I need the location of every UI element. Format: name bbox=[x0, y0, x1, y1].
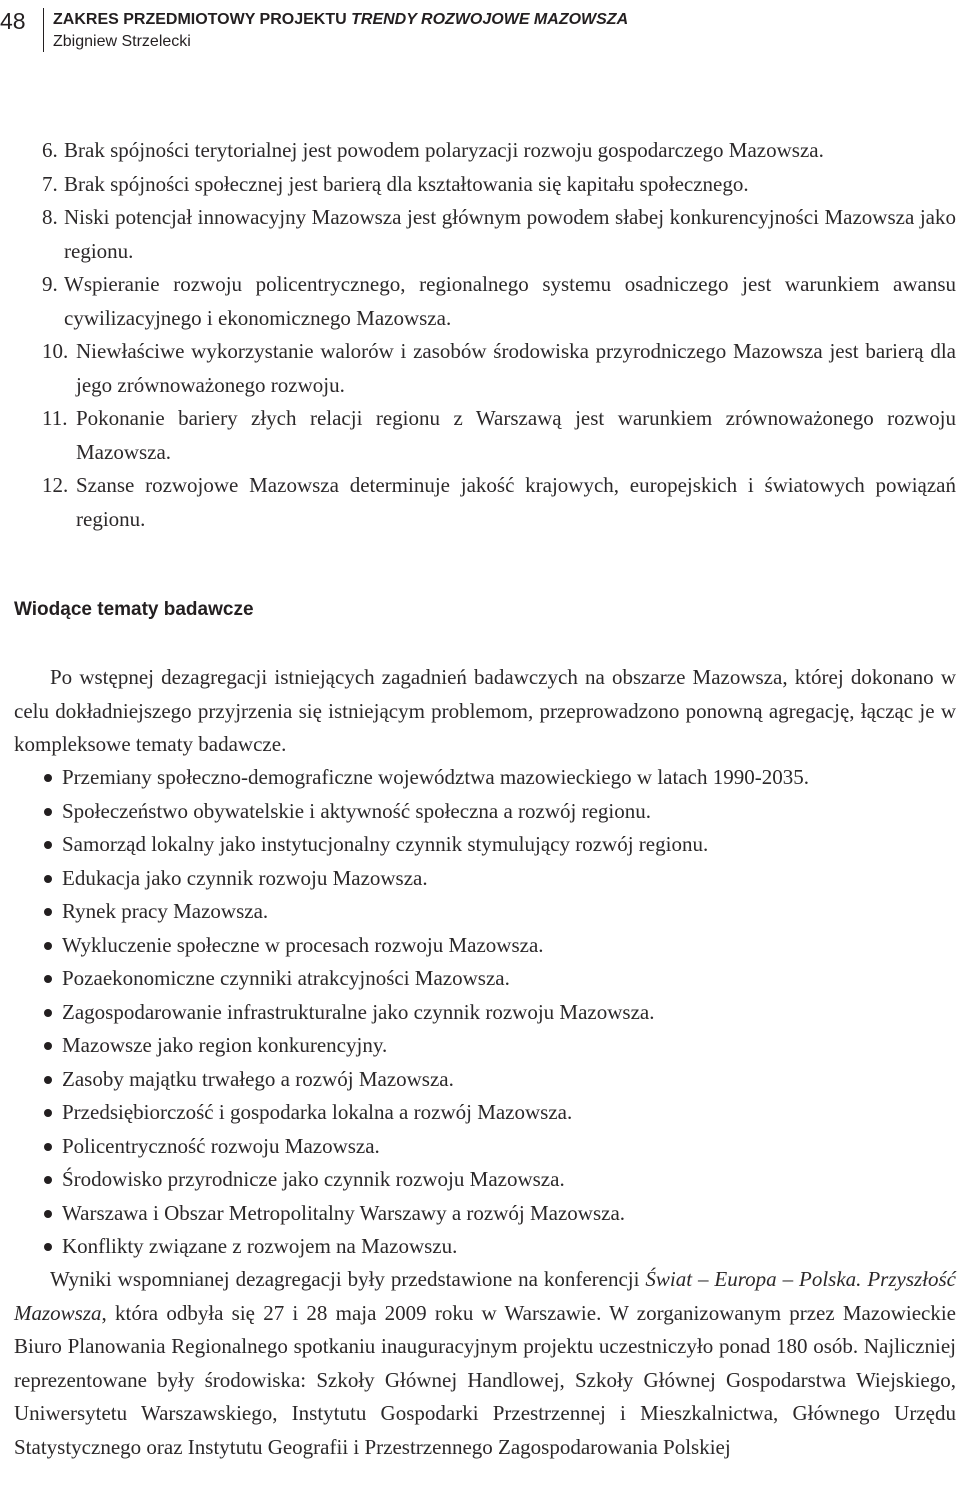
bullet-dot-icon bbox=[44, 1042, 52, 1050]
list-item bbox=[40, 795, 956, 829]
list-item-text: Przedsiębiorczość i gospodarka lokalna a rozwój Mazowsza. bbox=[62, 1100, 573, 1124]
bullet-dot-icon bbox=[44, 808, 52, 816]
list-item-text: Brak spójności terytorialnej jest powodem polaryzacji rozwoju gospodarczego Mazowsza. bbox=[64, 138, 824, 162]
list-item-number: 8. bbox=[42, 205, 58, 229]
list-item-text: Szanse rozwojowe Mazowsza determinuje jakość krajowych, europejskich i światowych powiązań regionu. bbox=[76, 473, 956, 531]
list-item-text: Wykluczenie społeczne w procesach rozwoju Mazowsza. bbox=[62, 932, 544, 957]
bullet-dot-icon bbox=[44, 1143, 52, 1151]
bullet-dot-icon bbox=[44, 942, 52, 950]
bullet-dot-icon bbox=[44, 1009, 52, 1017]
list-item-text: Pozaekonomiczne czynniki atrakcyjności Mazowsza. bbox=[62, 966, 510, 990]
list-item bbox=[40, 996, 956, 1030]
list-item-text: Niski potencjał innowacyjny Mazowsza jest głównym powodem słabej konkurencyjności Mazowsza jako regionu. bbox=[64, 205, 956, 263]
running-title-italic: TRENDY ROZWOJOWE MAZOWSZA bbox=[351, 11, 629, 28]
running-author: Zbigniew Strzelecki bbox=[53, 33, 191, 50]
closing-text-after: , która odbyła się 27 i 28 maja 2009 roku w Warszawie. W zorganizowanym przez Mazowieckie Biuro Planowania Regionalnego spotkaniu inauguracyjnym projektu uczestniczyło ponad 180 osób. Najliczniej reprezentowane były środowiska: Szkoły Głównej Handlowej, Szkoły Głównej Gospodarstwa Wiejskiego, Uniwersytetu Warszawskiego, Instytutu Gospodarki Przestrzennej i Mieszkalnictwa, Głównego Urzędu Statystycznego oraz Instytutu Geografii i Przestrzennego Zagospodarowania Polskiej bbox=[14, 1300, 956, 1459]
list-item-text: Przemiany społeczno-demograficzne województwa mazowieckiego w latach 1990-2035. bbox=[62, 765, 809, 789]
list-item-text: Warszawa i Obszar Metropolitalny Warszawy a rozwój Mazowsza. bbox=[62, 1200, 626, 1225]
list-item bbox=[42, 268, 956, 335]
bullet-dot-icon bbox=[44, 1210, 52, 1218]
closing-text-before: Wyniki wspomnianej dezagregacji były przedstawione na konferencji bbox=[50, 1267, 646, 1291]
list-item-text: Samorząd lokalny jako instytucjonalny czynnik stymulujący rozwój regionu. bbox=[62, 832, 709, 856]
list-item bbox=[42, 335, 956, 402]
list-item bbox=[40, 828, 956, 862]
list-item-text: Edukacja jako czynnik rozwoju Mazowsza. bbox=[62, 865, 428, 890]
page-number: 48 bbox=[0, 8, 26, 34]
numbered-theses-list bbox=[42, 134, 956, 536]
header-divider bbox=[43, 8, 44, 52]
section-heading: Wiodące tematy badawcze bbox=[14, 599, 254, 620]
running-title-prefix: ZAKRES PRZEDMIOTOWY PROJEKTU bbox=[53, 11, 352, 28]
list-item bbox=[40, 1063, 956, 1097]
running-title bbox=[53, 10, 628, 30]
bullet-dot-icon bbox=[44, 1076, 52, 1084]
research-topics-list bbox=[40, 761, 956, 1264]
list-item bbox=[40, 1230, 956, 1264]
list-item-text: Policentryczność rozwoju Mazowsza. bbox=[62, 1133, 380, 1158]
list-item-text: Społeczeństwo obywatelskie i aktywność społeczna a rozwój regionu. bbox=[62, 798, 651, 823]
list-item bbox=[40, 1096, 956, 1130]
running-header bbox=[0, 6, 960, 56]
bullet-dot-icon bbox=[44, 908, 52, 916]
list-item bbox=[42, 201, 956, 268]
conference-name: Świat – Europa – Polska. Przyszłość Mazowsza bbox=[14, 1267, 956, 1325]
bullet-dot-icon bbox=[44, 1176, 52, 1184]
list-item-number: 11. bbox=[42, 406, 68, 430]
bullet-dot-icon bbox=[44, 1109, 52, 1117]
list-item bbox=[40, 1130, 956, 1164]
list-item bbox=[42, 469, 956, 536]
list-item bbox=[40, 1163, 956, 1197]
bullet-dot-icon bbox=[44, 841, 52, 849]
list-item-text: Brak spójności społecznej jest barierą dla kształtowania się kapitału społecznego. bbox=[64, 171, 749, 196]
list-item-number: 10. bbox=[42, 339, 69, 363]
closing-paragraph bbox=[14, 1263, 956, 1464]
list-item-text: Pokonanie bariery złych relacji regionu z Warszawą jest warunkiem zrównoważonego rozwoju Mazowsza. bbox=[76, 406, 956, 464]
list-item bbox=[40, 1029, 956, 1063]
list-item-text: Środowisko przyrodnicze jako czynnik rozwoju Mazowsza. bbox=[62, 1167, 565, 1191]
list-item-number: 6. bbox=[42, 138, 58, 162]
list-item bbox=[40, 862, 956, 896]
list-item bbox=[40, 895, 956, 929]
list-item-number: 7. bbox=[42, 171, 58, 196]
list-item bbox=[42, 402, 956, 469]
list-item-text: Wspieranie rozwoju policentrycznego, regionalnego systemu osadniczego jest warunkiem awansu cywilizacyjnego i ekonomicznego Mazowsza. bbox=[64, 272, 956, 330]
list-item-number: 9. bbox=[42, 272, 58, 296]
list-item-text: Zasoby majątku trwałego a rozwój Mazowsza. bbox=[62, 1066, 454, 1091]
list-item-text: Mazowsze jako region konkurencyjny. bbox=[62, 1033, 388, 1057]
list-item-text: Zagospodarowanie infrastrukturalne jako czynnik rozwoju Mazowsza. bbox=[62, 999, 655, 1024]
list-item-text: Rynek pracy Mazowsza. bbox=[62, 899, 269, 923]
bullet-dot-icon bbox=[44, 875, 52, 883]
list-item-text: Konflikty związane z rozwojem na Mazowszu. bbox=[62, 1234, 458, 1258]
list-item bbox=[40, 962, 956, 996]
list-item bbox=[40, 1197, 956, 1231]
list-item bbox=[40, 929, 956, 963]
intro-paragraph: Po wstępnej dezagregacji istniejących zagadnień badawczych na obszarze Mazowsza, której dokonano w celu dokładniejszego przyjrzenia się istniejącym problemom, przeprowadzono ponowną agregację, łącząc je w kompleksowe tematy badawcze. bbox=[14, 665, 956, 756]
bullet-dot-icon bbox=[44, 1243, 52, 1251]
list-item bbox=[40, 761, 956, 795]
bullet-dot-icon bbox=[44, 975, 52, 983]
list-item-text: Niewłaściwe wykorzystanie walorów i zasobów środowiska przyrodniczego Mazowsza jest barierą dla jego zrównoważonego rozwoju. bbox=[76, 339, 956, 397]
list-item bbox=[42, 134, 956, 168]
list-item bbox=[42, 168, 956, 202]
list-item-number: 12. bbox=[42, 473, 69, 497]
bullet-dot-icon bbox=[44, 774, 52, 782]
